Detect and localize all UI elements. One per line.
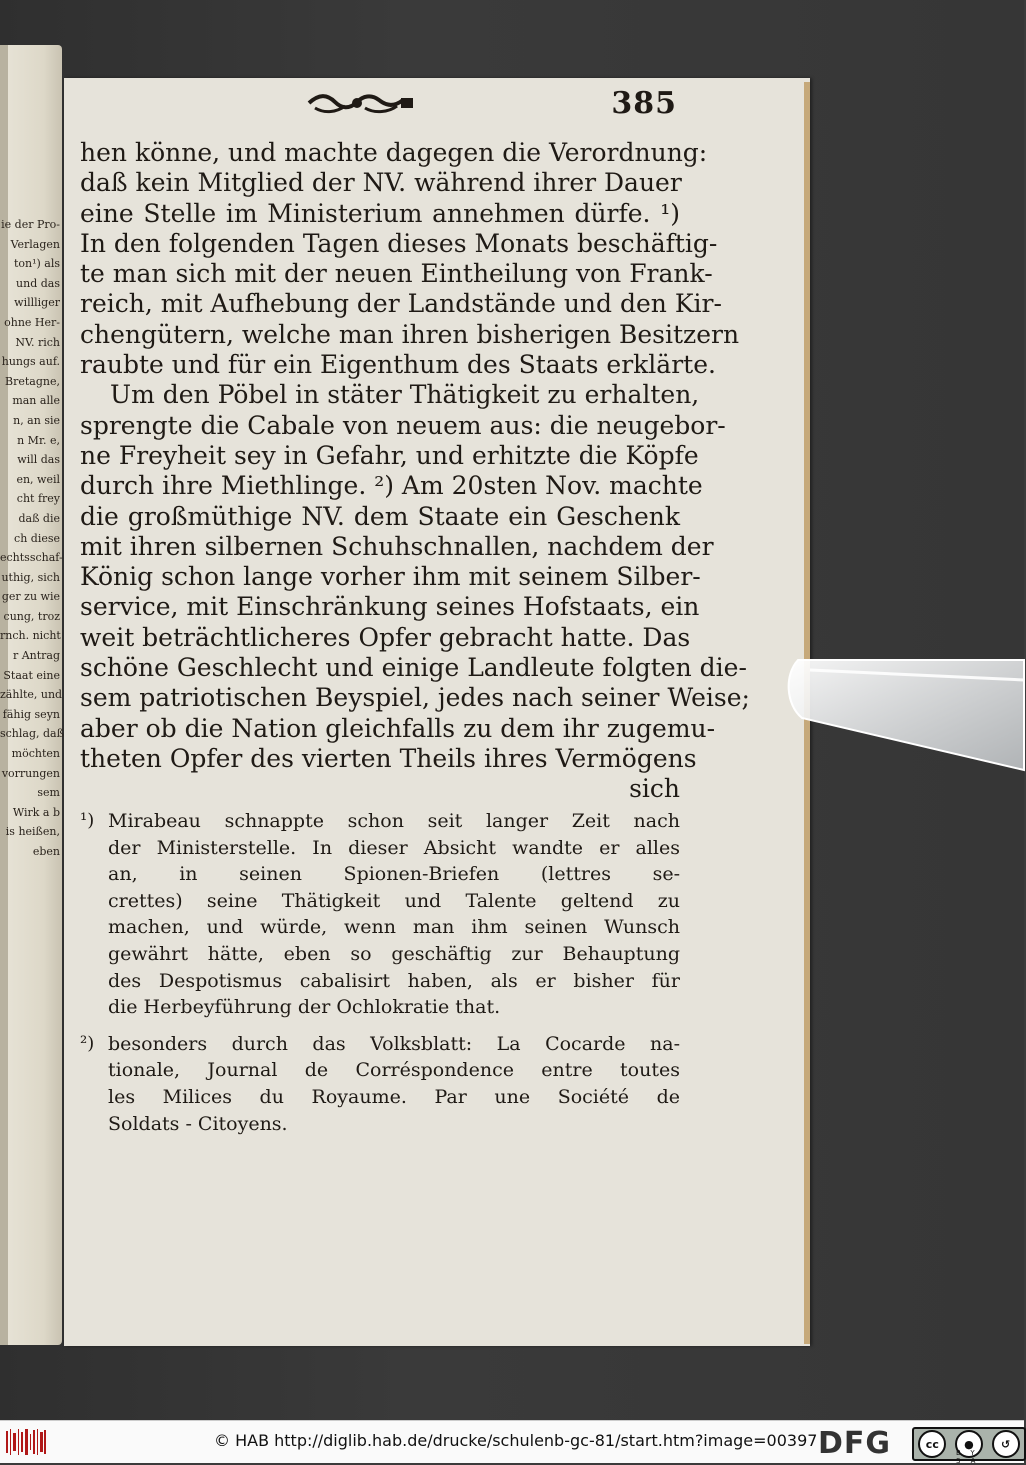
barcode-icon <box>6 1429 46 1455</box>
left-page-line: ohne Her- <box>4 315 60 329</box>
text-line: mit ihren silbernen Schuhschnallen, nachdem der <box>80 531 714 561</box>
footnote <box>80 808 680 1021</box>
left-page-line: hungs auf. <box>1 355 60 369</box>
text-line: durch ihre Miethlinge. ²) Am 20sten Nov. machte <box>80 471 703 501</box>
left-page-line: Wirk a b <box>12 805 60 819</box>
footnote-line <box>80 1057 680 1084</box>
text-line: reich, mit Aufhebung der Landstände und den Kir- <box>80 289 722 319</box>
left-page-line: uthig, sich <box>1 570 60 584</box>
left-page-text <box>0 215 62 862</box>
text-line: service, mit Einschränkung seines Hofstaats, ein <box>80 592 700 622</box>
left-page-line: en, weil <box>16 472 60 486</box>
left-page-line: Bretagne, <box>5 374 60 388</box>
footnote-text: Mirabeau schnappte schon seit langer Zeit nach <box>108 810 680 832</box>
sa-label: SA <box>956 1457 986 1465</box>
left-page <box>0 45 62 1345</box>
sa-icon: ↺ <box>992 1430 1020 1458</box>
footnote-line <box>80 1084 680 1111</box>
text-line: sich <box>629 774 680 804</box>
license-labels <box>956 1449 1024 1465</box>
left-page-line: cung, troz <box>3 609 60 623</box>
footnote-text: machen, und würde, wenn man ihm seinen Wunsch <box>108 916 680 939</box>
footnote-text: der Ministerstelle. In dieser Absicht wandte er alles <box>108 836 680 859</box>
footnote-line <box>80 888 680 915</box>
left-page-line: man alle <box>12 394 60 408</box>
left-page-line: Verlagen <box>10 237 60 251</box>
left-page-line: ie der Pro- <box>1 218 60 231</box>
text-line: raubte und für ein Eigenthum des Staats erklärte. <box>80 350 716 380</box>
left-page-line: sem <box>37 786 60 800</box>
dfg-logo: DFG <box>818 1426 892 1461</box>
text-line: aber ob die Nation gleichfalls zu dem ihr zugemu- <box>80 713 716 743</box>
by-label: BY <box>956 1449 985 1457</box>
left-page-line: und das <box>16 276 60 290</box>
left-page-line: is heißen, <box>5 825 60 839</box>
footnote <box>80 1031 680 1137</box>
footnote-text: tionale, Journal de Corréspondence entre toutes <box>108 1059 680 1082</box>
footnote-line <box>80 808 680 835</box>
left-page-line: r Antrag <box>12 649 60 663</box>
cc-label: cc <box>918 1430 946 1458</box>
left-page-line: cht frey <box>16 492 60 506</box>
text-line: In den folgenden Tagen dieses Monats beschäftig- <box>80 228 718 258</box>
footnote-line <box>80 1111 680 1138</box>
footnote-text: les Milices du Royaume. Par une Société de <box>108 1085 680 1108</box>
footnote-marker: ¹) <box>80 810 95 831</box>
left-page-line: ton¹) als <box>13 257 60 271</box>
text-line: schöne Geschlecht und einige Landleute folgten die- <box>80 653 747 683</box>
page-header <box>305 86 685 126</box>
left-page-line: n Mr. e, <box>17 433 60 447</box>
footer-bar <box>0 1420 1024 1463</box>
footnote-text: die Herbeyführung der Ochlokratie that. <box>108 996 501 1019</box>
footnote-line <box>80 914 680 941</box>
footnote-text: Soldats - Citoyens. <box>108 1112 288 1135</box>
left-page-line: Staat eine <box>3 668 60 682</box>
text-line: te man sich mit der neuen Eintheilung von Frank- <box>80 259 713 289</box>
left-page-line: n, an sie <box>13 413 60 427</box>
text-line: Um den Pöbel in stäter Thätigkeit zu erhalten, <box>110 380 700 410</box>
left-page-line: ger zu wie <box>1 590 60 604</box>
text-line: sprengte die Cabale von neuem aus: die neugebor- <box>80 410 726 440</box>
left-page-line: vorrungen <box>1 766 60 780</box>
footnote-text: besonders durch das Volksblatt: La Cocarde na- <box>108 1032 680 1055</box>
text-line: daß kein Mitglied der NV. während ihrer Dauer <box>80 168 682 198</box>
text-line: theten Opfer des vierten Theils ihres Vermögens <box>80 743 697 773</box>
footnote-text: gewährt hätte, eben so geschäftig zur Behauptung <box>108 942 680 965</box>
footnote-marker: ²) <box>80 1032 95 1054</box>
footnote-line <box>80 968 680 995</box>
text-line: die großmüthige NV. dem Staate ein Geschenk <box>80 501 680 531</box>
text-line: sem patriotischen Beyspiel, jedes nach seiner Weise; <box>80 683 750 713</box>
footnote-text: des Despotismus cabalisirt haben, als er bisher für <box>108 969 680 992</box>
left-page-line: daß die <box>18 511 60 525</box>
by-icon: ● <box>955 1430 983 1458</box>
text-line: weit beträchtlicheres Opfer gebracht hatte. Das <box>80 622 691 652</box>
footnote-line <box>80 994 680 1021</box>
text-line: König schon lange vorher ihm mit seinem Silber- <box>80 562 701 592</box>
footnote-line <box>80 861 680 888</box>
page-clip <box>780 620 1024 780</box>
left-page-line: schlag, daß <box>0 727 64 741</box>
left-page-line: eben <box>32 845 60 858</box>
text-line: ne Freyheit sey in Gefahr, und erhitzte die Köpfe <box>80 440 699 470</box>
text-line: hen könne, und machte dagegen die Verordnung: <box>80 138 708 167</box>
copyright-notice: © HAB http://diglib.hab.de/drucke/schulenb-gc-81/start.htm?image=00397 <box>214 1431 818 1450</box>
main-text <box>80 138 750 805</box>
left-page-line: will das <box>17 453 60 467</box>
printer-ornament-icon <box>305 90 415 116</box>
left-page-line: echtsschaf- <box>0 551 63 565</box>
left-page-line: fähig seyn <box>2 707 60 721</box>
left-page-line: rnch. nicht <box>0 629 61 643</box>
footnote-line <box>80 835 680 862</box>
left-page-line: zählte, und <box>0 688 63 702</box>
text-line: chengütern, welche man ihren bisherigen Besitzern <box>80 319 740 349</box>
footnote-text: crettes) seine Thätigkeit und Talente geltend zu <box>108 889 680 912</box>
left-page-line: NV. rich <box>15 335 60 349</box>
footnote-text: an, in seinen Spionen-Briefen (lettres se- <box>108 863 680 886</box>
left-page-line: willliger <box>14 296 60 310</box>
footnote-line <box>80 1031 680 1058</box>
footnotes <box>80 808 680 1147</box>
footnote-line <box>80 941 680 968</box>
text-line: eine Stelle im Ministerium annehmen dürfe. ¹) <box>80 198 680 228</box>
page-number: 385 <box>611 86 677 121</box>
left-page-line: ch diese <box>14 531 60 545</box>
left-page-line: möchten <box>11 747 60 761</box>
